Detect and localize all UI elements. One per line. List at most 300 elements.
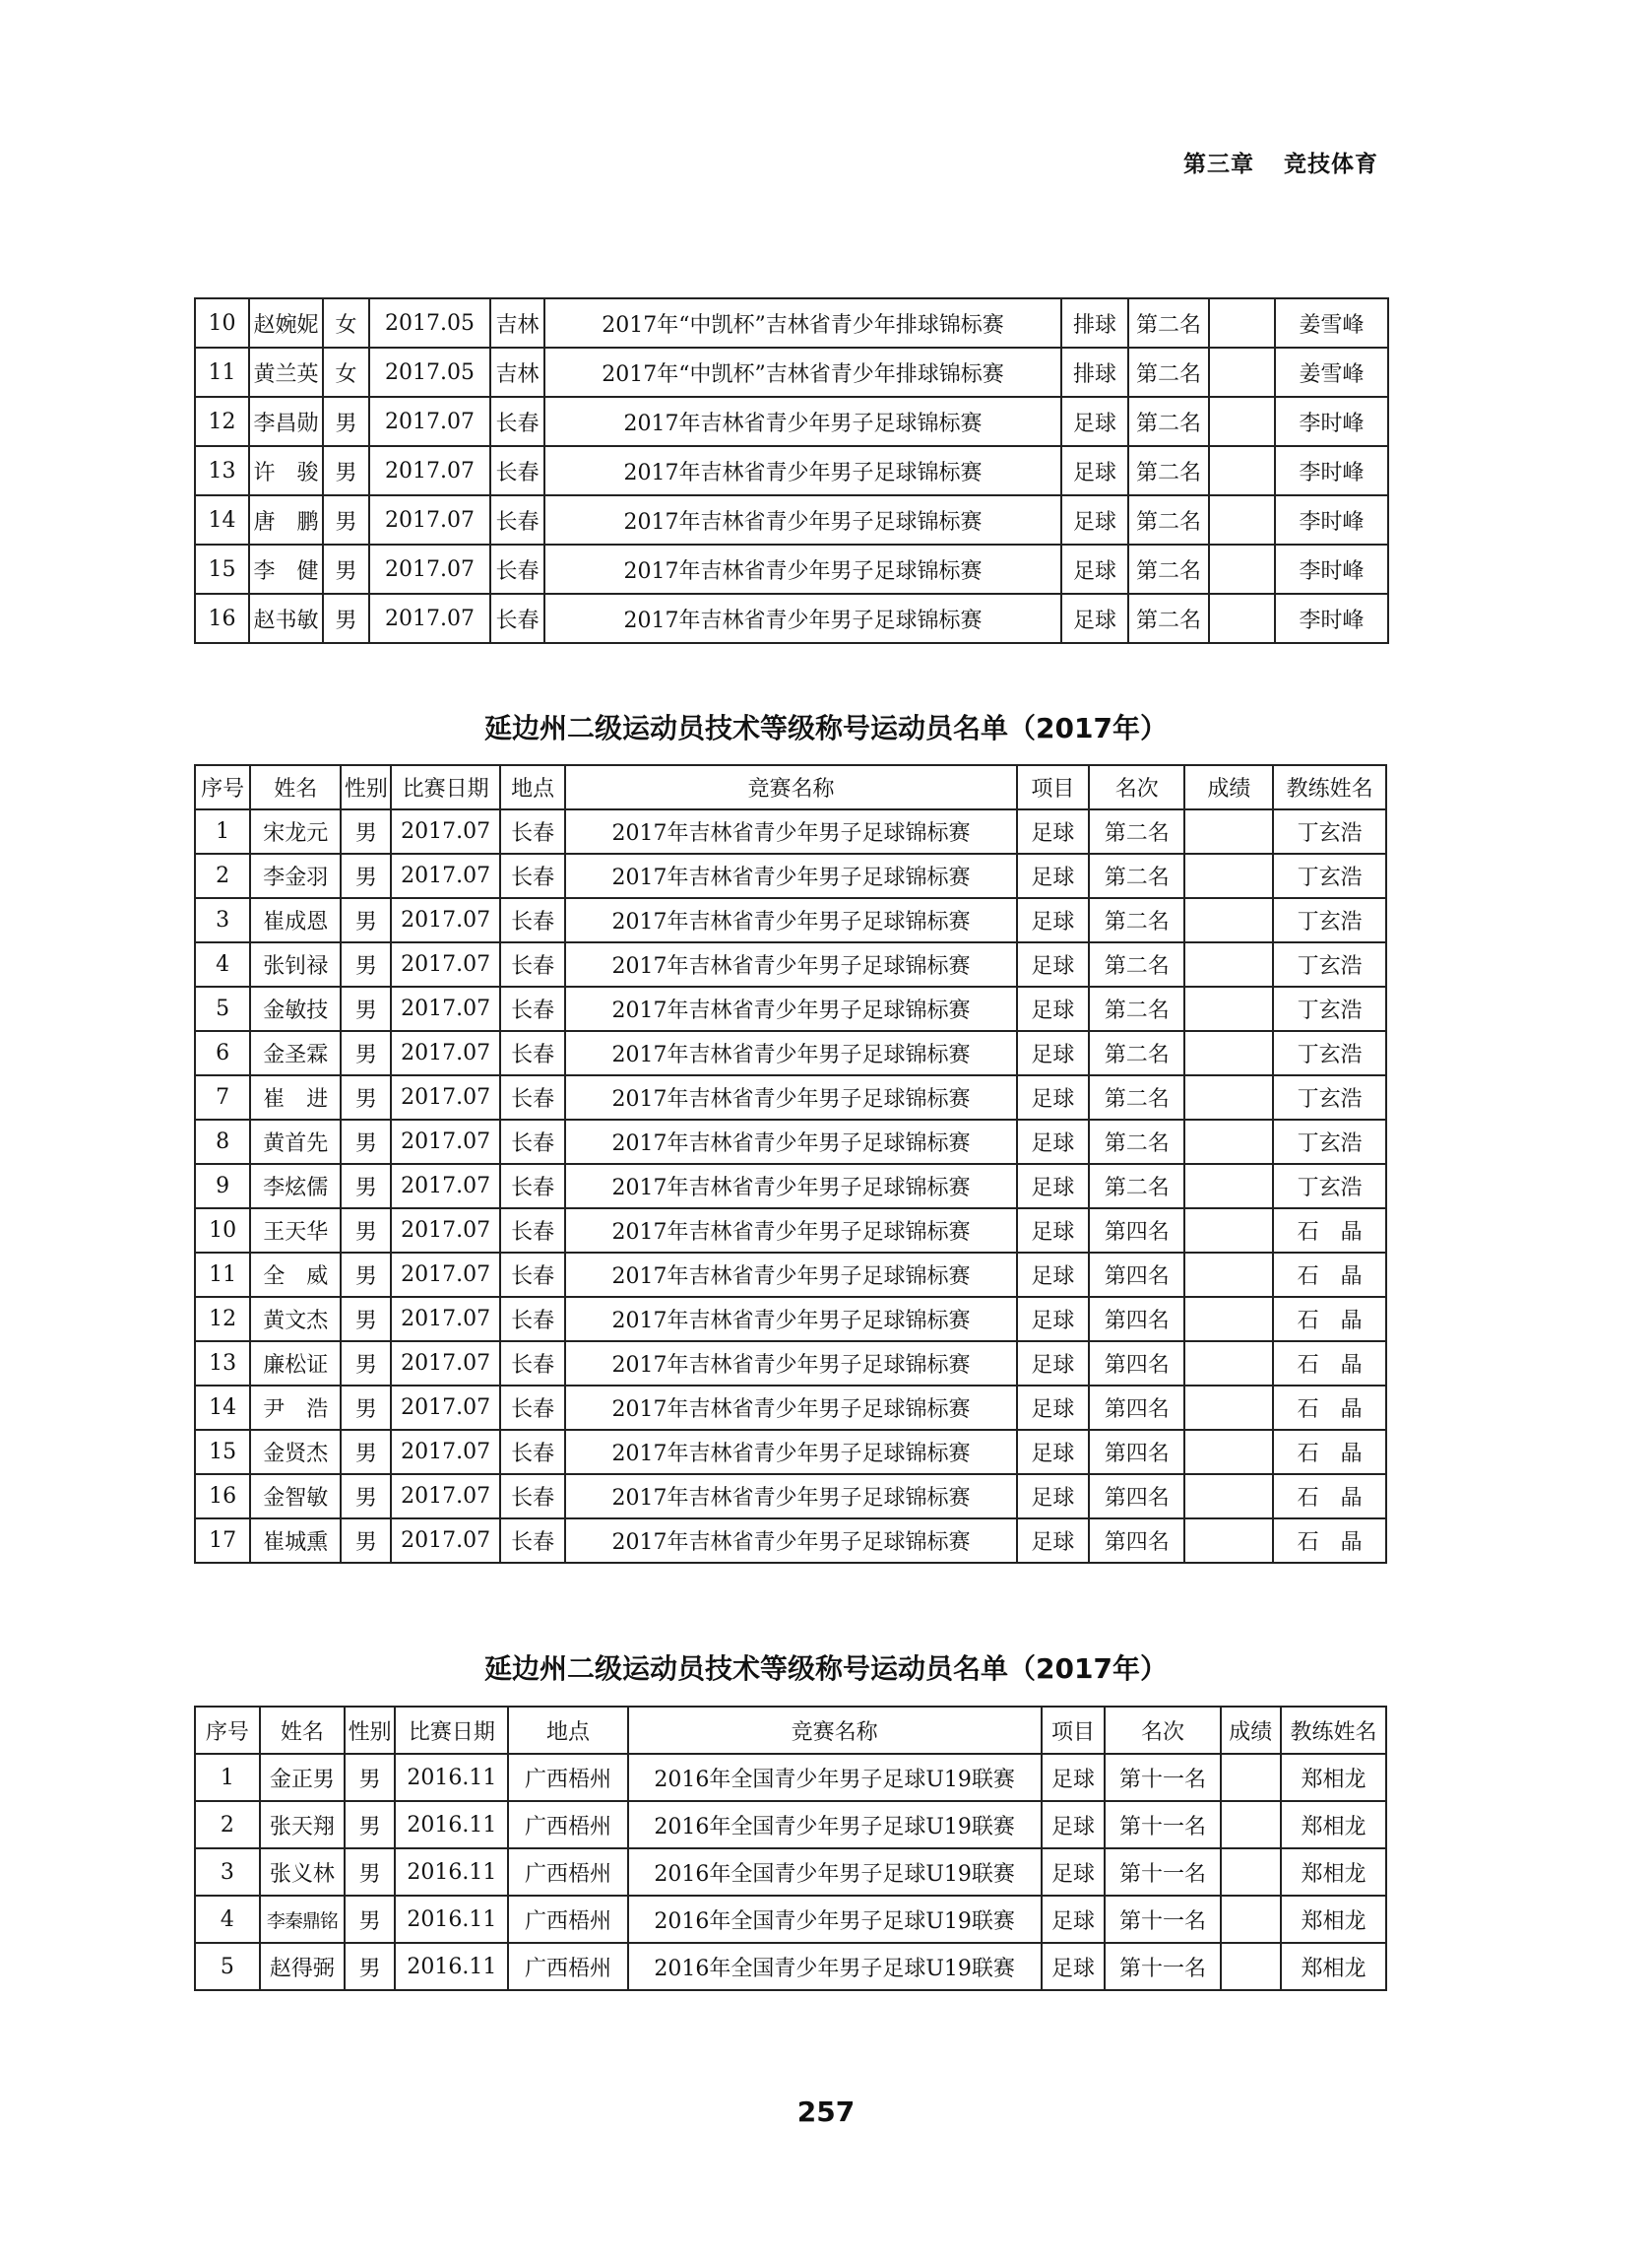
table-c-header-row <box>195 1707 1386 1754</box>
table-row <box>195 1031 1386 1075</box>
cell-coach: 石 晶 <box>1273 1518 1386 1563</box>
header-competition: 竞赛名称 <box>628 1707 1042 1754</box>
cell-coach: 姜雪峰 <box>1275 348 1388 397</box>
cell-name: 赵得弼 <box>260 1943 345 1990</box>
cell-row-number: 16 <box>195 594 249 643</box>
cell-rank: 第二名 <box>1089 898 1184 942</box>
cell-score <box>1209 545 1275 594</box>
cell-score <box>1221 1801 1282 1848</box>
cell-competition: 2016年全国青少年男子足球U19联赛 <box>628 1848 1042 1896</box>
cell-gender: 男 <box>323 397 369 446</box>
table-row <box>195 1801 1386 1848</box>
cell-name: 张义林 <box>260 1848 345 1896</box>
cell-coach: 丁玄浩 <box>1273 1075 1386 1120</box>
cell-row-number: 15 <box>195 1430 250 1474</box>
cell-coach: 李时峰 <box>1275 397 1388 446</box>
cell-coach: 石 晶 <box>1273 1208 1386 1253</box>
cell-sport: 足球 <box>1042 1848 1106 1896</box>
cell-location: 广西梧州 <box>508 1754 627 1801</box>
cell-score <box>1221 1754 1282 1801</box>
cell-name: 赵书敏 <box>249 594 323 643</box>
cell-date: 2017.07 <box>391 1120 499 1164</box>
table-row <box>195 545 1388 594</box>
cell-sport: 足球 <box>1042 1801 1106 1848</box>
table-row <box>195 1120 1386 1164</box>
cell-gender: 男 <box>323 545 369 594</box>
header-sport: 项目 <box>1042 1707 1106 1754</box>
cell-rank: 第二名 <box>1128 594 1209 643</box>
cell-score <box>1184 1164 1273 1208</box>
cell-date: 2017.07 <box>391 1208 499 1253</box>
header-rank: 名次 <box>1089 765 1184 809</box>
cell-gender: 男 <box>341 1164 391 1208</box>
cell-date: 2017.05 <box>369 348 490 397</box>
cell-gender: 男 <box>341 1031 391 1075</box>
header-rank: 名次 <box>1105 1707 1220 1754</box>
header-sport: 项目 <box>1017 765 1090 809</box>
cell-row-number: 10 <box>195 1208 250 1253</box>
cell-row-number: 5 <box>195 987 250 1031</box>
cell-name: 崔成恩 <box>250 898 341 942</box>
cell-row-number: 8 <box>195 1120 250 1164</box>
cell-date: 2017.07 <box>391 1075 499 1120</box>
cell-score <box>1184 809 1273 854</box>
header-score: 成绩 <box>1184 765 1273 809</box>
cell-competition: 2017年吉林省青少年男子足球锦标赛 <box>544 545 1061 594</box>
cell-date: 2017.07 <box>391 1031 499 1075</box>
cell-competition: 2017年吉林省青少年男子足球锦标赛 <box>565 1386 1016 1430</box>
cell-row-number: 7 <box>195 1075 250 1120</box>
cell-score <box>1184 1208 1273 1253</box>
cell-name: 张天翔 <box>260 1801 345 1848</box>
cell-sport: 足球 <box>1017 1518 1090 1563</box>
cell-date: 2016.11 <box>395 1754 508 1801</box>
running-header <box>1183 146 1378 178</box>
table-row <box>195 298 1388 348</box>
cell-location: 长春 <box>490 545 544 594</box>
cell-gender: 男 <box>341 1474 391 1518</box>
cell-competition: 2017年“中凯杯”吉林省青少年排球锦标赛 <box>544 298 1061 348</box>
cell-coach: 丁玄浩 <box>1273 809 1386 854</box>
header-location: 地点 <box>500 765 565 809</box>
section-label: 竞技体育 <box>1284 152 1378 177</box>
cell-score <box>1184 1341 1273 1386</box>
cell-score <box>1184 1430 1273 1474</box>
cell-date: 2017.07 <box>391 898 499 942</box>
cell-sport: 足球 <box>1061 446 1128 495</box>
cell-coach: 李时峰 <box>1275 495 1388 545</box>
cell-location: 长春 <box>500 1075 565 1120</box>
cell-competition: 2017年吉林省青少年男子足球锦标赛 <box>565 1164 1016 1208</box>
cell-name: 金正男 <box>260 1754 345 1801</box>
cell-rank: 第二名 <box>1128 397 1209 446</box>
cell-rank: 第十一名 <box>1105 1896 1220 1943</box>
cell-location: 长春 <box>490 594 544 643</box>
cell-name: 王天华 <box>250 1208 341 1253</box>
cell-row-number: 12 <box>195 1297 250 1341</box>
cell-row-number: 1 <box>195 809 250 854</box>
athlete-table-2017-football <box>194 764 1387 1564</box>
table-row <box>195 809 1386 854</box>
cell-competition: 2017年吉林省青少年男子足球锦标赛 <box>544 397 1061 446</box>
cell-name: 张钊禄 <box>250 942 341 987</box>
cell-row-number: 1 <box>195 1754 260 1801</box>
cell-sport: 排球 <box>1061 298 1128 348</box>
cell-row-number: 17 <box>195 1518 250 1563</box>
cell-score <box>1209 298 1275 348</box>
cell-sport: 足球 <box>1042 1754 1106 1801</box>
cell-gender: 男 <box>323 446 369 495</box>
cell-name: 许 骏 <box>249 446 323 495</box>
header-row-number: 序号 <box>195 1707 260 1754</box>
cell-location: 长春 <box>500 1031 565 1075</box>
cell-rank: 第二名 <box>1089 1164 1184 1208</box>
cell-date: 2017.07 <box>391 1297 499 1341</box>
cell-rank: 第十一名 <box>1105 1848 1220 1896</box>
cell-score <box>1209 446 1275 495</box>
cell-date: 2017.07 <box>391 1164 499 1208</box>
cell-competition: 2017年吉林省青少年男子足球锦标赛 <box>565 987 1016 1031</box>
table-row <box>195 1341 1386 1386</box>
cell-location: 长春 <box>490 495 544 545</box>
table-row <box>195 1896 1386 1943</box>
cell-row-number: 14 <box>195 495 249 545</box>
cell-name: 金贤杰 <box>250 1430 341 1474</box>
cell-sport: 足球 <box>1017 1208 1090 1253</box>
cell-gender: 男 <box>341 1120 391 1164</box>
table-row <box>195 1253 1386 1297</box>
table-c-body <box>195 1754 1386 1990</box>
cell-rank: 第十一名 <box>1105 1801 1220 1848</box>
cell-location: 长春 <box>500 809 565 854</box>
cell-sport: 足球 <box>1061 495 1128 545</box>
cell-date: 2017.07 <box>391 1253 499 1297</box>
table-row <box>195 495 1388 545</box>
cell-sport: 足球 <box>1042 1896 1106 1943</box>
cell-location: 广西梧州 <box>508 1801 627 1848</box>
cell-coach: 石 晶 <box>1273 1297 1386 1341</box>
cell-name: 李昌勋 <box>249 397 323 446</box>
cell-sport: 排球 <box>1061 348 1128 397</box>
cell-sport: 足球 <box>1017 1430 1090 1474</box>
cell-competition: 2016年全国青少年男子足球U19联赛 <box>628 1754 1042 1801</box>
table-row <box>195 1164 1386 1208</box>
cell-name: 宋龙元 <box>250 809 341 854</box>
cell-coach: 石 晶 <box>1273 1341 1386 1386</box>
cell-gender: 男 <box>341 987 391 1031</box>
cell-date: 2017.07 <box>391 809 499 854</box>
cell-row-number: 16 <box>195 1474 250 1518</box>
cell-date: 2017.07 <box>391 987 499 1031</box>
cell-name: 廉松证 <box>250 1341 341 1386</box>
header-score: 成绩 <box>1221 1707 1282 1754</box>
cell-location: 广西梧州 <box>508 1848 627 1896</box>
cell-date: 2017.07 <box>391 1430 499 1474</box>
table-row <box>195 1474 1386 1518</box>
cell-name: 尹 浩 <box>250 1386 341 1430</box>
cell-coach: 石 晶 <box>1273 1386 1386 1430</box>
table-row <box>195 1943 1386 1990</box>
cell-competition: 2017年吉林省青少年男子足球锦标赛 <box>565 942 1016 987</box>
cell-score <box>1184 1297 1273 1341</box>
cell-competition: 2017年吉林省青少年男子足球锦标赛 <box>544 446 1061 495</box>
cell-gender: 男 <box>341 1430 391 1474</box>
table-row <box>195 854 1386 898</box>
cell-competition: 2017年吉林省青少年男子足球锦标赛 <box>565 809 1016 854</box>
cell-rank: 第二名 <box>1089 1031 1184 1075</box>
cell-date: 2017.07 <box>369 446 490 495</box>
cell-name: 赵婉妮 <box>249 298 323 348</box>
table-row <box>195 594 1388 643</box>
cell-coach: 郑相龙 <box>1281 1754 1386 1801</box>
cell-row-number: 13 <box>195 1341 250 1386</box>
cell-name: 崔城熏 <box>250 1518 341 1563</box>
cell-row-number: 10 <box>195 298 249 348</box>
cell-gender: 男 <box>341 1386 391 1430</box>
cell-competition: 2017年吉林省青少年男子足球锦标赛 <box>565 1518 1016 1563</box>
cell-coach: 李时峰 <box>1275 545 1388 594</box>
cell-row-number: 15 <box>195 545 249 594</box>
cell-location: 吉林 <box>490 348 544 397</box>
cell-date: 2017.07 <box>369 594 490 643</box>
cell-location: 广西梧州 <box>508 1943 627 1990</box>
cell-date: 2017.07 <box>369 545 490 594</box>
table-row <box>195 1518 1386 1563</box>
cell-sport: 足球 <box>1017 1164 1090 1208</box>
cell-date: 2017.07 <box>391 1341 499 1386</box>
cell-rank: 第四名 <box>1089 1341 1184 1386</box>
cell-gender: 男 <box>323 495 369 545</box>
cell-row-number: 2 <box>195 854 250 898</box>
cell-coach: 姜雪峰 <box>1275 298 1388 348</box>
cell-gender: 男 <box>341 1075 391 1120</box>
header-name: 姓名 <box>250 765 341 809</box>
cell-coach: 丁玄浩 <box>1273 1120 1386 1164</box>
cell-competition: 2017年吉林省青少年男子足球锦标赛 <box>565 1341 1016 1386</box>
table-row <box>195 942 1386 987</box>
cell-score <box>1209 495 1275 545</box>
cell-location: 长春 <box>500 854 565 898</box>
cell-gender: 女 <box>323 298 369 348</box>
cell-name: 崔 进 <box>250 1075 341 1120</box>
header-gender: 性别 <box>345 1707 395 1754</box>
cell-coach: 石 晶 <box>1273 1474 1386 1518</box>
cell-gender: 男 <box>345 1801 395 1848</box>
cell-coach: 丁玄浩 <box>1273 1031 1386 1075</box>
table-row <box>195 446 1388 495</box>
cell-location: 长春 <box>490 446 544 495</box>
cell-score <box>1221 1943 1282 1990</box>
cell-location: 长春 <box>500 987 565 1031</box>
cell-row-number: 5 <box>195 1943 260 1990</box>
cell-competition: 2017年吉林省青少年男子足球锦标赛 <box>565 1208 1016 1253</box>
cell-gender: 男 <box>323 594 369 643</box>
cell-rank: 第四名 <box>1089 1297 1184 1341</box>
cell-rank: 第二名 <box>1128 495 1209 545</box>
cell-rank: 第二名 <box>1089 1075 1184 1120</box>
cell-rank: 第四名 <box>1089 1253 1184 1297</box>
cell-coach: 丁玄浩 <box>1273 1164 1386 1208</box>
table-row <box>195 898 1386 942</box>
cell-date: 2017.07 <box>391 854 499 898</box>
continued-athlete-table <box>194 297 1389 644</box>
cell-name: 金圣霖 <box>250 1031 341 1075</box>
cell-competition: 2017年吉林省青少年男子足球锦标赛 <box>565 854 1016 898</box>
cell-sport: 足球 <box>1017 898 1090 942</box>
cell-row-number: 11 <box>195 348 249 397</box>
cell-sport: 足球 <box>1017 854 1090 898</box>
cell-name: 黄文杰 <box>250 1297 341 1341</box>
table-row <box>195 1208 1386 1253</box>
table-b-body <box>195 809 1386 1563</box>
cell-score <box>1184 1474 1273 1518</box>
cell-location: 长春 <box>500 1164 565 1208</box>
cell-date: 2016.11 <box>395 1801 508 1848</box>
cell-sport: 足球 <box>1017 1386 1090 1430</box>
table-row <box>195 397 1388 446</box>
header-date: 比赛日期 <box>391 765 499 809</box>
cell-name: 黄首先 <box>250 1120 341 1164</box>
cell-coach: 郑相龙 <box>1281 1896 1386 1943</box>
cell-score <box>1184 1075 1273 1120</box>
cell-competition: 2017年吉林省青少年男子足球锦标赛 <box>565 1120 1016 1164</box>
cell-name: 全 威 <box>250 1253 341 1297</box>
cell-rank: 第二名 <box>1089 809 1184 854</box>
cell-row-number: 3 <box>195 898 250 942</box>
table-row <box>195 987 1386 1031</box>
cell-coach: 石 晶 <box>1273 1253 1386 1297</box>
cell-coach: 石 晶 <box>1273 1430 1386 1474</box>
cell-competition: 2017年吉林省青少年男子足球锦标赛 <box>565 1430 1016 1474</box>
cell-name: 李 健 <box>249 545 323 594</box>
cell-row-number: 2 <box>195 1801 260 1848</box>
cell-sport: 足球 <box>1017 1075 1090 1120</box>
cell-score <box>1221 1848 1282 1896</box>
cell-rank: 第二名 <box>1089 987 1184 1031</box>
cell-date: 2017.05 <box>369 298 490 348</box>
cell-row-number: 3 <box>195 1848 260 1896</box>
cell-sport: 足球 <box>1017 1031 1090 1075</box>
header-competition: 竞赛名称 <box>565 765 1016 809</box>
table-row <box>195 1430 1386 1474</box>
cell-date: 2016.11 <box>395 1848 508 1896</box>
cell-location: 长春 <box>500 1518 565 1563</box>
cell-competition: 2017年“中凯杯”吉林省青少年排球锦标赛 <box>544 348 1061 397</box>
table-row <box>195 1297 1386 1341</box>
cell-location: 长春 <box>500 942 565 987</box>
cell-name: 李秦鼎铭 <box>260 1896 345 1943</box>
cell-gender: 男 <box>345 1896 395 1943</box>
cell-competition: 2017年吉林省青少年男子足球锦标赛 <box>565 1474 1016 1518</box>
cell-row-number: 6 <box>195 1031 250 1075</box>
cell-score <box>1184 898 1273 942</box>
table-b-header-row <box>195 765 1386 809</box>
cell-score <box>1184 1518 1273 1563</box>
cell-rank: 第四名 <box>1089 1474 1184 1518</box>
header-coach: 教练姓名 <box>1273 765 1386 809</box>
cell-location: 吉林 <box>490 298 544 348</box>
cell-gender: 男 <box>345 1943 395 1990</box>
cell-coach: 李时峰 <box>1275 446 1388 495</box>
cell-name: 金敏技 <box>250 987 341 1031</box>
cell-rank: 第四名 <box>1089 1518 1184 1563</box>
cell-sport: 足球 <box>1017 942 1090 987</box>
cell-location: 长春 <box>500 1474 565 1518</box>
cell-rank: 第二名 <box>1089 1120 1184 1164</box>
cell-competition: 2016年全国青少年男子足球U19联赛 <box>628 1943 1042 1990</box>
cell-gender: 男 <box>341 1297 391 1341</box>
header-date: 比赛日期 <box>395 1707 508 1754</box>
cell-sport: 足球 <box>1042 1943 1106 1990</box>
cell-coach: 丁玄浩 <box>1273 987 1386 1031</box>
cell-competition: 2017年吉林省青少年男子足球锦标赛 <box>565 1297 1016 1341</box>
cell-row-number: 11 <box>195 1253 250 1297</box>
cell-rank: 第十一名 <box>1105 1754 1220 1801</box>
cell-score <box>1184 1386 1273 1430</box>
cell-rank: 第二名 <box>1089 854 1184 898</box>
table-row <box>195 1754 1386 1801</box>
cell-score <box>1209 594 1275 643</box>
cell-date: 2017.07 <box>391 942 499 987</box>
cell-location: 长春 <box>500 1208 565 1253</box>
cell-coach: 丁玄浩 <box>1273 898 1386 942</box>
cell-score <box>1184 1120 1273 1164</box>
cell-score <box>1209 348 1275 397</box>
header-row-number: 序号 <box>195 765 250 809</box>
page-number: 257 <box>796 2096 856 2128</box>
cell-gender: 男 <box>341 898 391 942</box>
cell-sport: 足球 <box>1061 545 1128 594</box>
cell-competition: 2016年全国青少年男子足球U19联赛 <box>628 1801 1042 1848</box>
cell-competition: 2017年吉林省青少年男子足球锦标赛 <box>544 495 1061 545</box>
cell-competition: 2016年全国青少年男子足球U19联赛 <box>628 1896 1042 1943</box>
cell-competition: 2017年吉林省青少年男子足球锦标赛 <box>565 1075 1016 1120</box>
cell-coach: 郑相龙 <box>1281 1943 1386 1990</box>
cell-location: 长春 <box>500 898 565 942</box>
cell-name: 李金羽 <box>250 854 341 898</box>
header-coach: 教练姓名 <box>1281 1707 1386 1754</box>
cell-location: 长春 <box>500 1120 565 1164</box>
cell-rank: 第四名 <box>1089 1430 1184 1474</box>
cell-score <box>1184 1253 1273 1297</box>
cell-row-number: 14 <box>195 1386 250 1430</box>
cell-location: 长春 <box>500 1297 565 1341</box>
header-gender: 性别 <box>341 765 391 809</box>
cell-rank: 第四名 <box>1089 1208 1184 1253</box>
cell-rank: 第二名 <box>1089 942 1184 987</box>
table-row <box>195 1386 1386 1430</box>
cell-gender: 男 <box>345 1848 395 1896</box>
cell-gender: 男 <box>341 1208 391 1253</box>
cell-name: 金智敏 <box>250 1474 341 1518</box>
cell-score <box>1184 987 1273 1031</box>
cell-rank: 第二名 <box>1128 348 1209 397</box>
cell-sport: 足球 <box>1061 397 1128 446</box>
cell-location: 长春 <box>500 1253 565 1297</box>
cell-sport: 足球 <box>1017 1474 1090 1518</box>
cell-name: 唐 鹏 <box>249 495 323 545</box>
cell-coach: 郑相龙 <box>1281 1801 1386 1848</box>
table-c-title: 延边州二级运动员技术等级称号运动员名单（2017年） <box>484 1652 1168 1685</box>
cell-coach: 李时峰 <box>1275 594 1388 643</box>
table-row <box>195 348 1388 397</box>
table-row <box>195 1075 1386 1120</box>
cell-coach: 郑相龙 <box>1281 1848 1386 1896</box>
continued-table-body <box>195 298 1388 643</box>
cell-gender: 男 <box>341 854 391 898</box>
cell-gender: 男 <box>341 1341 391 1386</box>
cell-location: 长春 <box>500 1386 565 1430</box>
